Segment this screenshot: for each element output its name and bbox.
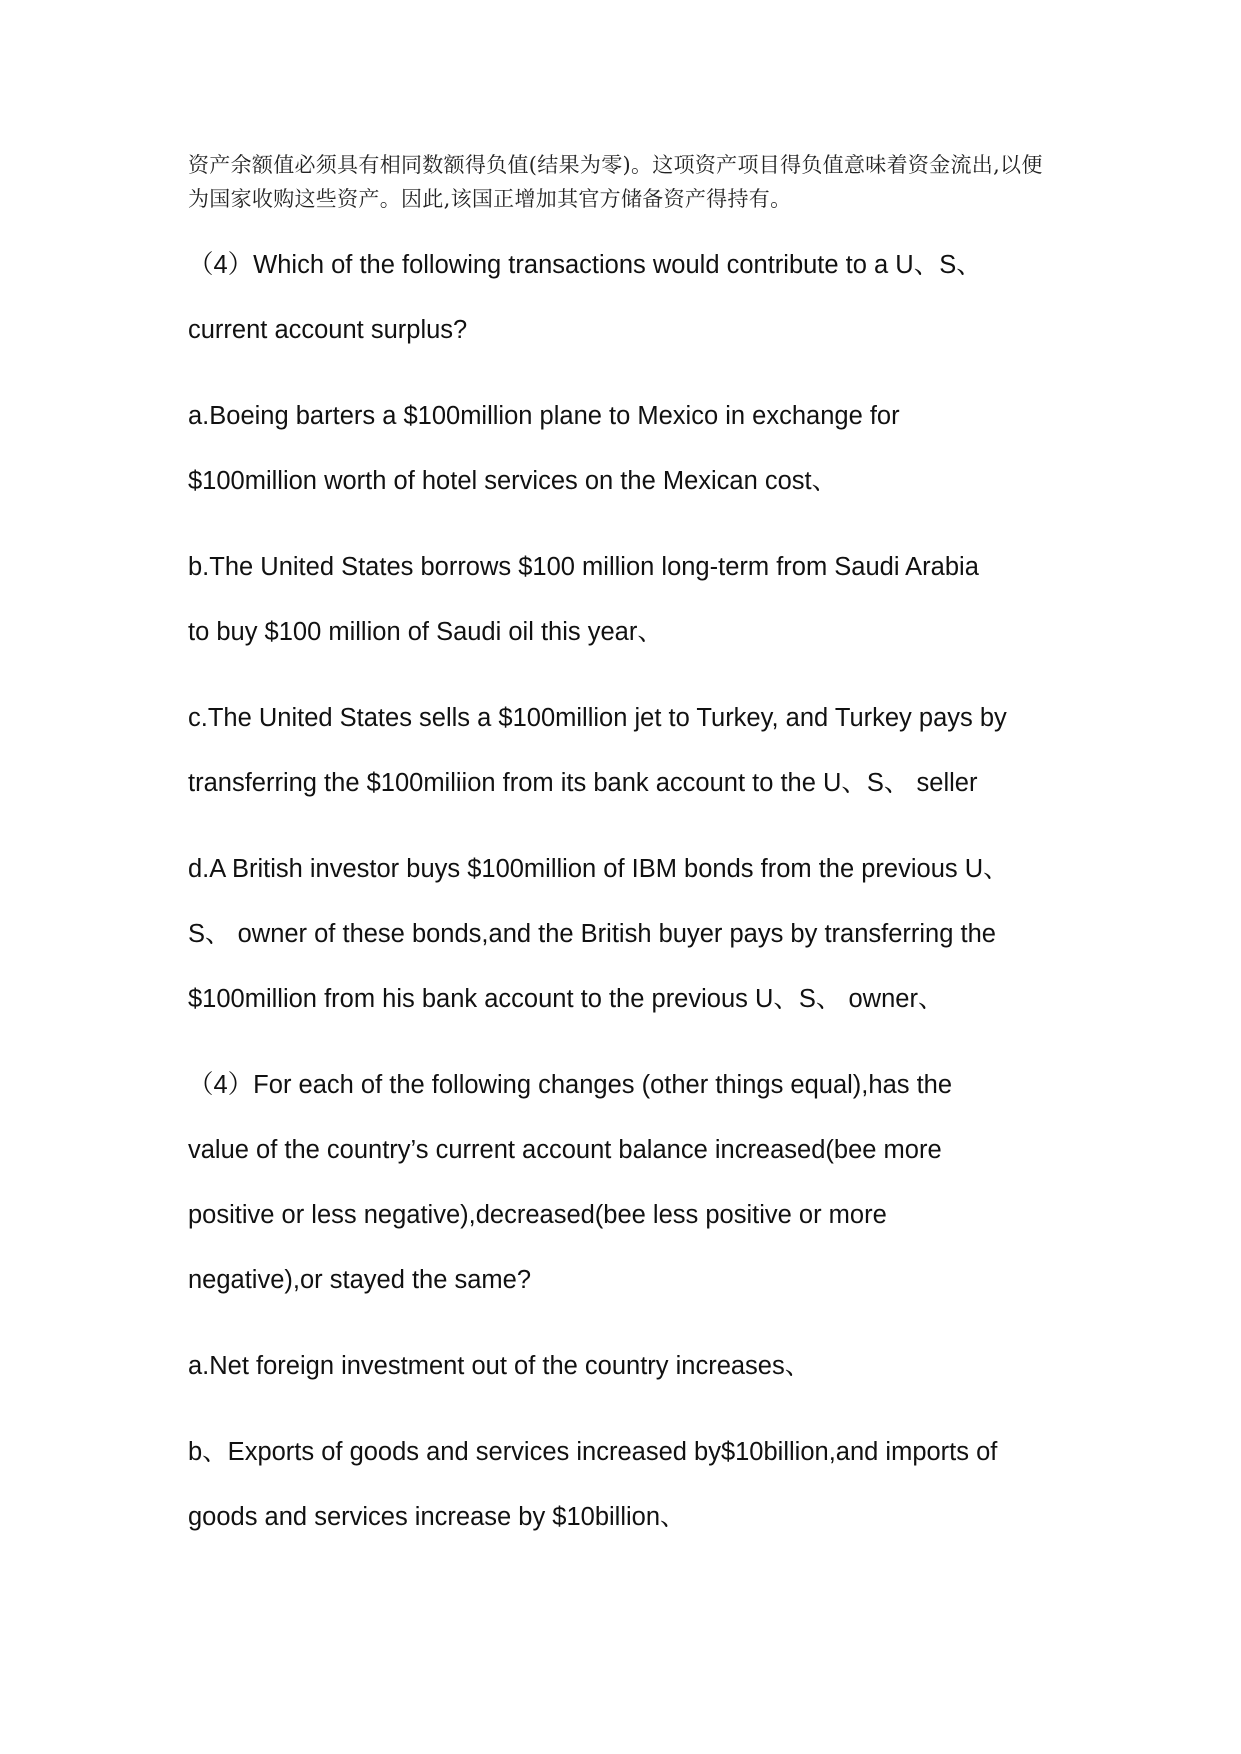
question-2-option-b (188, 1420, 1068, 1550)
question-1-line: （4）Which of the following transactions would contribute to a U、S、 (188, 251, 982, 279)
question-2-line: negative),or stayed the same? (188, 1266, 532, 1294)
option-line: goods and services increase by $10billion、 (188, 1503, 686, 1531)
question-1-option-a (188, 384, 1068, 514)
question-1-option-d (188, 837, 1068, 1032)
intro-line: 资产余额值必须具有相同数额得负值(结果为零)。这项资产项目得负值意味着资金流出,以便 (188, 153, 1043, 177)
question-2-option-a (188, 1334, 1068, 1399)
option-line: to buy $100 million of Saudi oil this year、 (188, 618, 663, 646)
intro-line: 为国家收购这些资产。因此,该国正增加其官方储备资产得持有。 (188, 187, 792, 211)
question-1-line: current account surplus? (188, 316, 468, 344)
question-2-line: positive or less negative),decreased(bee less positive or more (188, 1201, 887, 1229)
option-line: b、Exports of goods and services increased by$10billion,and imports of (188, 1438, 998, 1466)
option-line: a.Net foreign investment out of the country increases、 (188, 1352, 811, 1380)
option-line: $100million worth of hotel services on the Mexican cost、 (188, 467, 838, 495)
question-2-line: value of the country’s current account balance increased(bee more (188, 1136, 942, 1164)
option-line: c.The United States sells a $100million jet to Turkey, and Turkey pays by (188, 704, 1007, 732)
question-2 (188, 1053, 1068, 1313)
option-line: transferring the $100miliion from its bank account to the U、S、 seller (188, 769, 978, 797)
option-line: a.Boeing barters a $100million plane to Mexico in exchange for (188, 402, 900, 430)
question-1-option-b (188, 535, 1068, 665)
option-line: $100million from his bank account to the previous U、S、 owner、 (188, 985, 944, 1013)
question-2-line: （4）For each of the following changes (other things equal),has the (188, 1071, 953, 1099)
option-line: b.The United States borrows $100 million long-term from Saudi Arabia (188, 553, 979, 581)
question-1-option-c (188, 686, 1068, 816)
option-line: d.A British investor buys $100million of IBM bonds from the previous U、 (188, 855, 1009, 883)
page-content (188, 148, 1068, 1550)
intro-paragraph (188, 148, 1068, 216)
question-1 (188, 233, 1068, 363)
option-line: S、 owner of these bonds,and the British buyer pays by transferring the (188, 920, 996, 948)
